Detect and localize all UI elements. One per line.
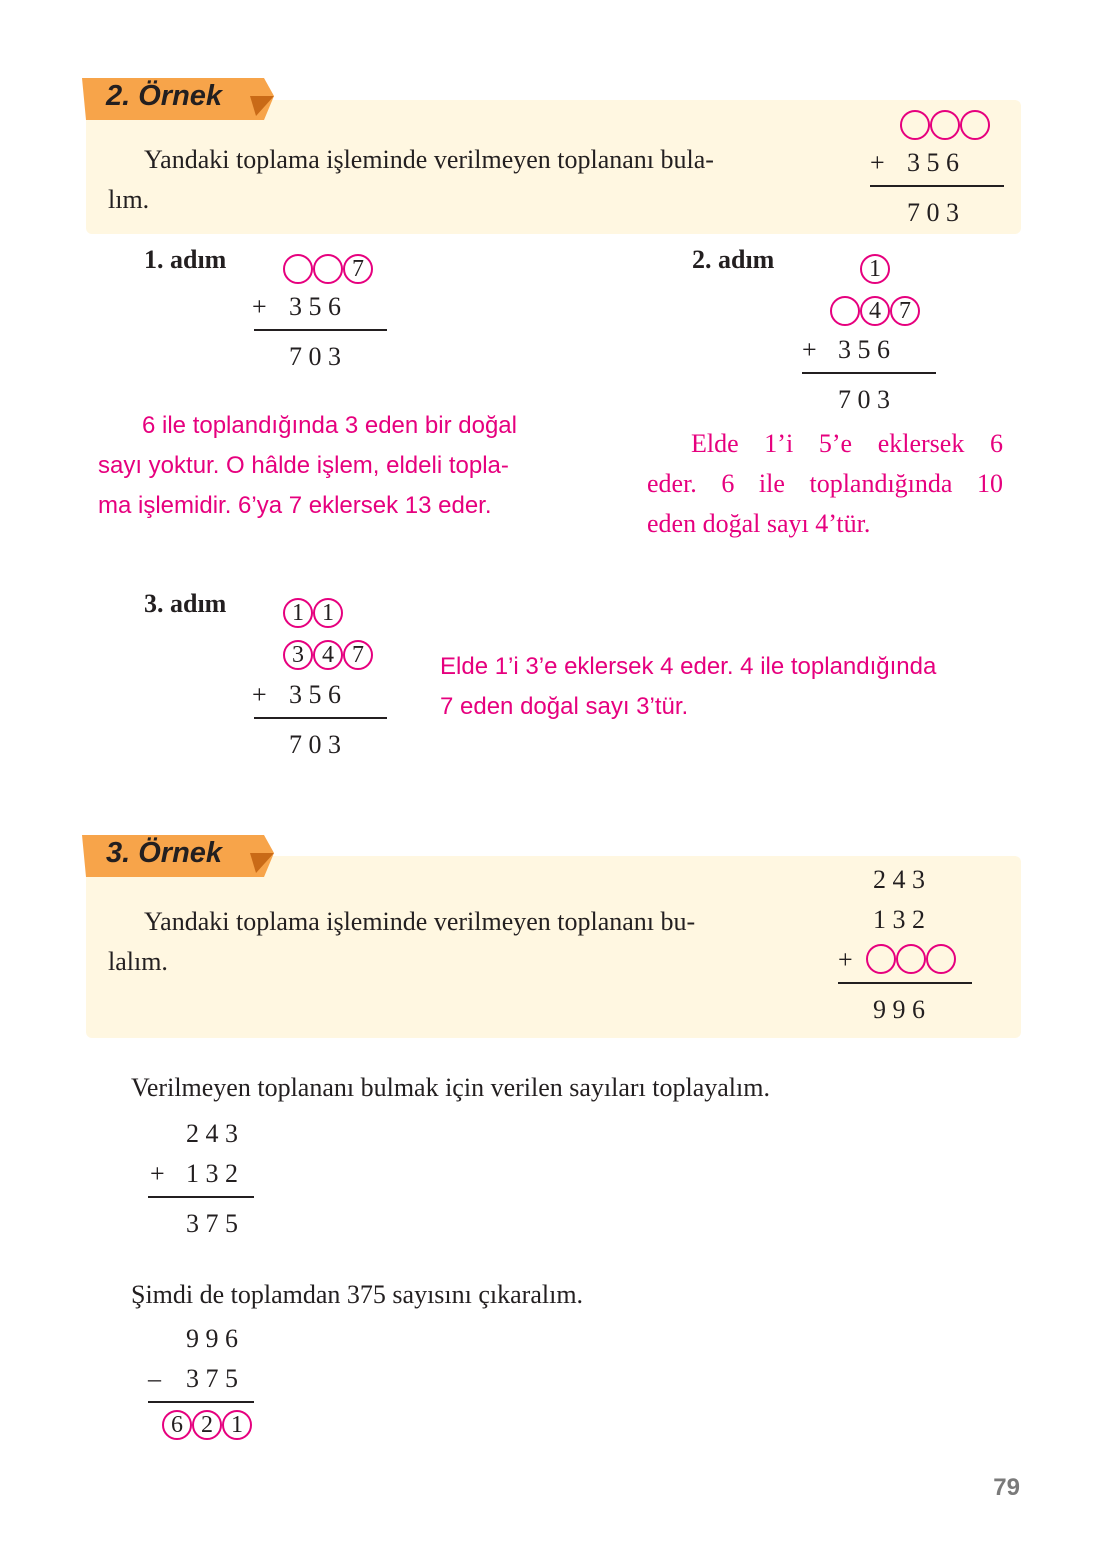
addend-a: 2 4 3 — [186, 1119, 238, 1148]
addend: 3 5 6 — [289, 680, 341, 709]
sum-line — [802, 372, 936, 374]
sum-line — [254, 329, 387, 331]
blank-circle — [313, 254, 343, 284]
sum-line — [870, 185, 1004, 187]
page-number: 79 — [993, 1474, 1020, 1501]
addend: 3 5 6 — [907, 148, 959, 177]
sum-line — [254, 717, 387, 719]
minus-sign: – — [148, 1364, 161, 1393]
step-1-label: 1. adım — [144, 245, 227, 274]
blank-circle — [930, 110, 960, 140]
blank-circle — [960, 110, 990, 140]
digit-circle: 7 — [890, 296, 920, 326]
sum: 7 0 3 — [289, 730, 341, 759]
plus-sign: + — [252, 292, 267, 321]
step-3-label: 3. adım — [144, 589, 227, 618]
addend-b: 1 3 2 — [873, 905, 925, 934]
result-digit-circle: 2 — [192, 1410, 222, 1440]
digit-circle: 4 — [313, 640, 343, 670]
digit-circle: 3 — [283, 640, 313, 670]
example-3-text: Yandaki toplama işleminde verilmeyen toplananı bu- lalım. — [108, 907, 696, 976]
sum: 7 0 3 — [838, 385, 890, 414]
blank-circle — [283, 254, 313, 284]
sum: 7 0 3 — [907, 198, 959, 227]
step-3-note: Elde 1’i 3’e eklersek 4 eder. 4 ile toplandığında 7 eden doğal sayı 3’tür. — [440, 653, 937, 720]
plus-sign: + — [870, 148, 885, 177]
sentence-2: Şimdi de toplamdan 375 sayısını çıkaralım. — [131, 1280, 584, 1309]
digit-circle: 7 — [343, 640, 373, 670]
blank-circle — [900, 110, 930, 140]
sum: 9 9 6 — [873, 995, 925, 1024]
blank-circle — [830, 296, 860, 326]
plus-sign: + — [252, 680, 267, 709]
result-digit-circle: 1 — [222, 1410, 252, 1440]
subtrahend: 3 7 5 — [186, 1364, 238, 1393]
example-2-text: Yandaki toplama işleminde verilmeyen toplananı bula- lım. — [108, 145, 714, 214]
example-2-title: 2. Örnek — [106, 80, 223, 112]
sum: 7 0 3 — [289, 342, 341, 371]
addend: 3 5 6 — [838, 335, 890, 364]
difference-line — [148, 1401, 254, 1403]
carry-circle: 1 — [313, 598, 343, 628]
plus-sign: + — [150, 1159, 165, 1188]
blank-circle — [926, 944, 956, 974]
step-2-label: 2. adım — [692, 245, 775, 274]
addend-b: 1 3 2 — [186, 1159, 238, 1188]
step-1-note: 6 ile toplandığında 3 eden bir doğal sayı yoktur. O hâlde işlem, eldeli topla- ma işlemidir. 6’ya 7 eklersek 13 eder. — [98, 412, 517, 519]
sum-line — [838, 982, 972, 984]
blank-circle — [896, 944, 926, 974]
step-2-note: Elde 1’i 5’e eklersek 6 eder. 6 ile toplandığında 10 eden doğal sayı 4’tür. — [647, 429, 1003, 538]
result-digit-circle: 6 — [162, 1410, 192, 1440]
addend: 3 5 6 — [289, 292, 341, 321]
carry-circle: 1 — [283, 598, 313, 628]
example-2-tab — [78, 76, 276, 120]
example-3-title: 3. Örnek — [106, 837, 223, 869]
blank-circle — [866, 944, 896, 974]
sum-line — [148, 1196, 254, 1198]
result: 3 7 5 — [186, 1209, 238, 1238]
addend-a: 2 4 3 — [873, 865, 925, 894]
carry-circle: 1 — [860, 254, 890, 284]
digit-circle: 7 — [343, 254, 373, 284]
example-3-tab — [78, 833, 276, 877]
plus-sign: + — [802, 335, 817, 364]
plus-sign: + — [838, 945, 853, 974]
minuend: 9 9 6 — [186, 1324, 238, 1353]
sentence-1: Verilmeyen toplananı bulmak için verilen sayıları toplayalım. — [131, 1073, 770, 1102]
digit-circle: 4 — [860, 296, 890, 326]
